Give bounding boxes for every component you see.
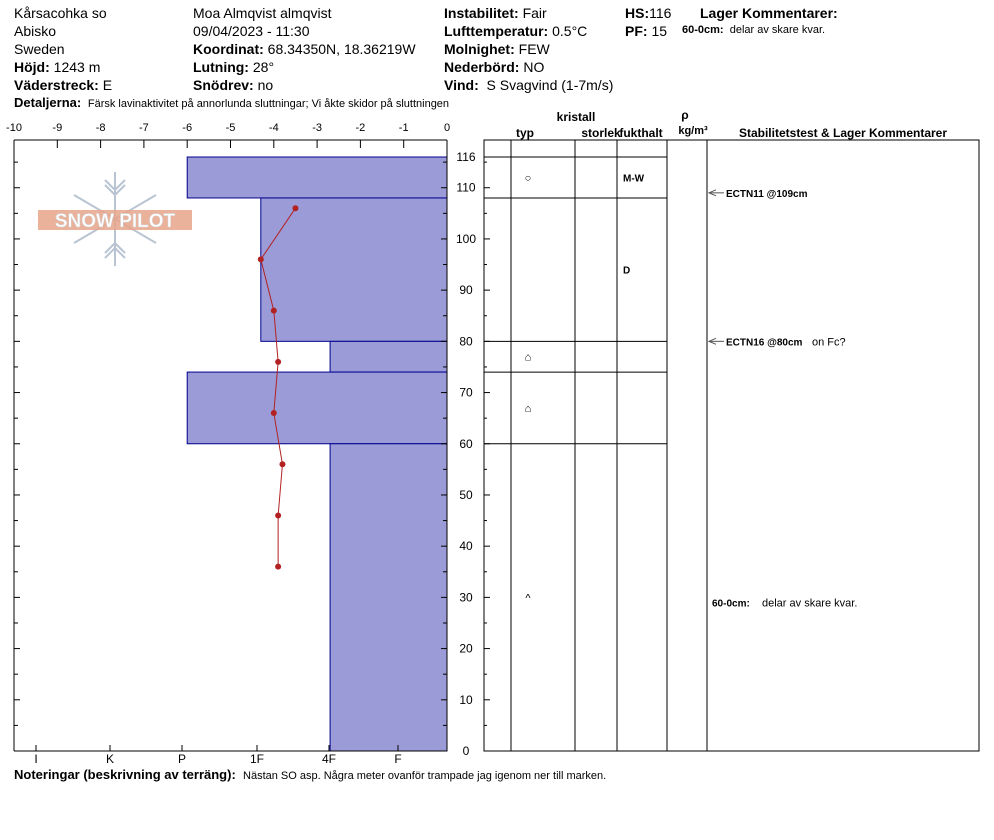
height-tick-label: 50 [459, 487, 473, 502]
stability-test-label: ECTN11 @109cm [726, 188, 808, 200]
airtemp-row: Lufttemperatur: 0.5°C [444, 23, 588, 39]
col-header-size: storlek [581, 126, 621, 140]
wind-value: S Svagvind (1-7m/s) [486, 77, 614, 93]
hardness-tick-label: F [394, 752, 402, 766]
temp-tick-label: -2 [355, 122, 366, 134]
notes-value: Nästan SO asp. Några meter ovanför trampade jag igenom ner till marken. [243, 770, 607, 782]
temperature-point [271, 410, 277, 416]
hardness-bar [261, 198, 447, 341]
temperature-point [279, 461, 285, 467]
col-header-rho: ρ [681, 108, 689, 122]
hardness-bar [330, 341, 447, 372]
col-header-type: typ [516, 126, 534, 140]
col-header-comments: Stabilitetstest & Lager Kommentarer [738, 126, 948, 140]
details-row: Detaljerna: Färsk lavinaktivitet på annorlunda sluttningar; Vi åkte skidor på sluttningen [14, 95, 450, 110]
hardness-bar [330, 444, 447, 751]
height-tick-label: 110 [456, 180, 476, 195]
stability-test-label: ECTN16 @80cm [726, 337, 803, 349]
temperature-point [275, 359, 281, 365]
pf-value: 15 [651, 23, 668, 39]
observer: Moa Almqvist almqvist [193, 5, 332, 21]
notes-label: Noteringar (beskrivning av terräng): [14, 767, 236, 782]
layer-table [484, 108, 979, 751]
precip-row: Nederbörd: NO [444, 59, 545, 75]
height-tick-label: 0 [462, 744, 470, 758]
hs-row: HS:116 [625, 5, 672, 21]
col-header-moisture: fukthalt [619, 126, 663, 140]
crystal-type-symbol: ○ [524, 172, 532, 185]
location: Kårsacohka so [14, 5, 107, 21]
height-tick-label: 100 [455, 231, 477, 246]
moisture-value: M-W [623, 173, 645, 185]
aspect-value: E [102, 77, 113, 93]
slope-value: 28° [252, 59, 275, 75]
temp-tick-label: -7 [139, 122, 149, 134]
datetime: 09/04/2023 - 11:30 [193, 23, 310, 39]
hardness-tick-label: 1F [249, 752, 265, 766]
height-tick-label: 80 [459, 334, 473, 349]
temp-tick-label: -4 [268, 122, 279, 134]
stability-test-note: on Fc? [812, 336, 846, 349]
country: Sweden [14, 41, 65, 57]
temperature-point [275, 512, 281, 518]
crystal-type-symbol: ^ [525, 592, 531, 605]
moisture-value: D [623, 265, 631, 277]
layer-comment-text: delar av skare kvar. [762, 597, 858, 610]
table-frame [484, 140, 979, 751]
height-tick-label: 30 [459, 590, 473, 605]
height-tick-label: 10 [459, 692, 473, 707]
temperature-point [258, 256, 264, 262]
logo-text: SNOW PILOT [54, 211, 176, 232]
aspect-row: Väderstreck: E [14, 77, 113, 93]
height-tick-label: 20 [459, 641, 473, 656]
coord-value: 68.34350N, 18.36219W [267, 41, 416, 57]
coord-row: Koordinat: 68.34350N, 18.36219W [193, 41, 416, 57]
sky-row: Molnighet: FEW [444, 41, 550, 57]
slope-row: Lutning: 28° [193, 59, 275, 75]
height-tick-label: 70 [459, 385, 473, 400]
notes-row [14, 767, 606, 782]
temperature-point [292, 205, 298, 211]
height-tick-label: 116 [456, 150, 476, 164]
hardness-bar [187, 372, 447, 444]
drift-row: Snödrev: no [193, 77, 274, 93]
temp-tick-label: -9 [52, 122, 63, 134]
temperature-point [271, 308, 277, 314]
sky-value: FEW [518, 41, 550, 57]
height-tick-label: 90 [459, 283, 473, 298]
layer-comment-header: 60-0cm: delar av skare kvar. [682, 24, 826, 36]
hardness-tick-label: K [105, 752, 115, 766]
precip-value: NO [523, 59, 545, 75]
snowpilot-logo [38, 172, 192, 266]
elevation-value: 1243 m [53, 59, 101, 75]
hs-value: 116 [649, 5, 672, 21]
pf-row: PF: 15 [625, 23, 668, 39]
temp-tick-label: -3 [312, 122, 322, 134]
instability-row: Instabilitet: Fair [444, 5, 547, 21]
temp-tick-label: -1 [398, 122, 409, 134]
elevation-row: Höjd: 1243 m [14, 59, 101, 75]
wind-row: Vind: S Svagvind (1-7m/s) [444, 77, 614, 93]
instability-value: Fair [522, 5, 547, 21]
temp-tick-label: -10 [6, 122, 22, 134]
hardness-tick-label: I [34, 752, 38, 766]
temp-tick-label: 0 [443, 122, 451, 134]
temp-tick-label: -8 [95, 122, 106, 134]
layer-comments-label: Lager Kommentarer: [700, 5, 838, 21]
height-tick-label: 60 [459, 436, 473, 451]
height-tick-label: 40 [459, 539, 473, 554]
temperature-point [275, 564, 281, 570]
hardness-tick-label: 4F [321, 752, 337, 766]
layer-comment-depth: 60-0cm: [712, 598, 750, 610]
temp-tick-label: -6 [182, 122, 193, 134]
region: Abisko [14, 23, 57, 39]
col-header-rho-unit: kg/m³ [678, 125, 708, 137]
hardness-tick-label: P [177, 752, 187, 766]
col-header-crystal: kristall [556, 110, 596, 124]
hardness-bar [187, 157, 447, 198]
crystal-type-symbol: ⌂ [524, 402, 532, 415]
temp-tick-label: -5 [225, 122, 236, 134]
drift-value: no [257, 77, 274, 93]
details-value: Färsk lavinaktivitet på annorlunda sluttningar; Vi åkte skidor på sluttningen [87, 98, 450, 110]
airtemp-value: 0.5°C [552, 23, 588, 39]
crystal-type-symbol: ⌂ [524, 351, 532, 364]
